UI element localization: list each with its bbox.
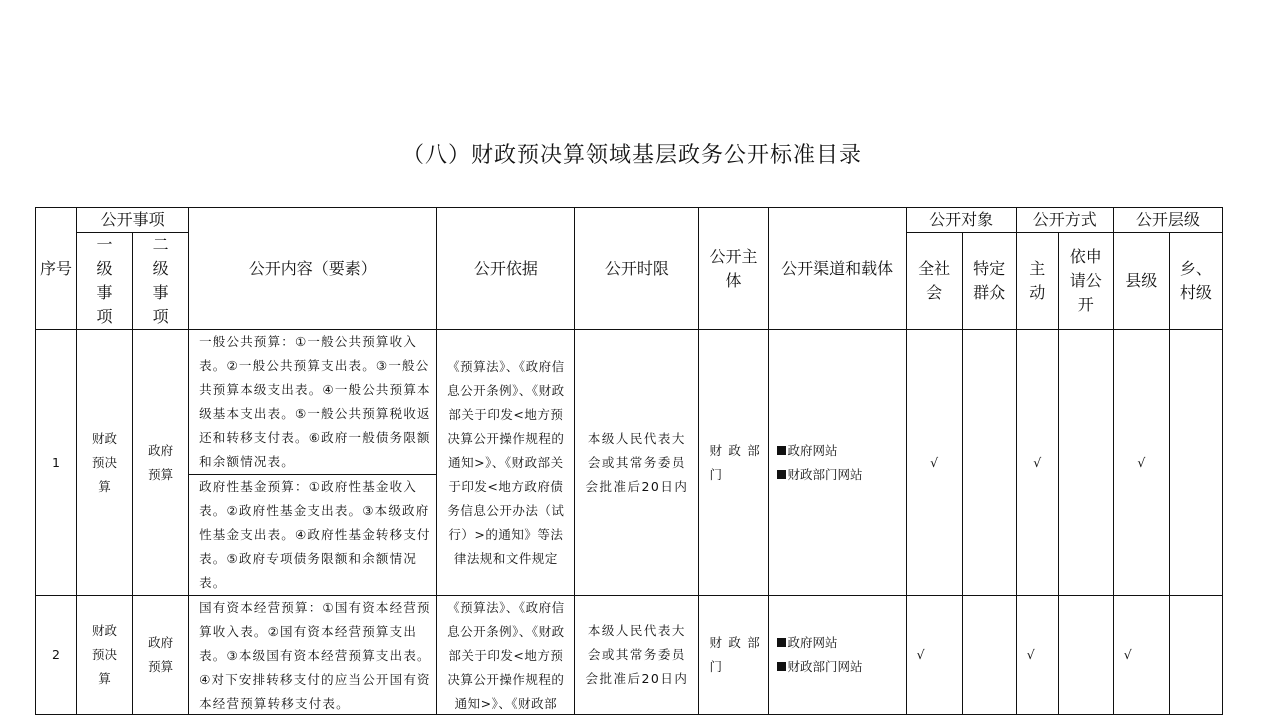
header-level-county: 县级 [1113, 233, 1169, 330]
row-level-town [1169, 330, 1222, 596]
bullet-square-icon [777, 638, 786, 647]
header-target-all: 全社会 [906, 233, 962, 330]
standard-catalog-table [35, 207, 1223, 715]
header-channel: 公开渠道和载体 [768, 208, 906, 330]
header-target-specific: 特定群众 [962, 233, 1016, 330]
bullet-square-icon [777, 446, 786, 455]
basis-text: 《预算法》、《政府信息公开条例》、《财政部关于印发<地方预决算公开操作规程的通知>》、《财政部 [447, 600, 565, 711]
row-mode-active: √ [1016, 596, 1058, 715]
header-level2: 二级事项 [133, 233, 189, 330]
channel-item [777, 655, 906, 679]
header-basis: 公开依据 [437, 208, 575, 330]
header-mode-active: 主动 [1016, 233, 1058, 330]
channel-label: 财政部门网站 [787, 466, 863, 482]
row-time: 本级人民代表大会或其常务委员会批准后20日内 [575, 330, 699, 596]
row-level-county: √ [1113, 330, 1169, 596]
row-mode-apply [1058, 596, 1113, 715]
row-level1: 财政预决算 [77, 596, 133, 715]
row-level-county: √ [1113, 596, 1169, 715]
channel-item [777, 439, 906, 463]
row-level2: 政府预算 [133, 596, 189, 715]
bullet-square-icon [777, 470, 786, 479]
row-target-all: √ [906, 596, 962, 715]
header-content: 公开内容（要素） [189, 208, 437, 330]
row-content-fund-budget: 政府性基金预算：①政府性基金收入表。②政府性基金支出表。③本级政府性基金支出表。④政府性基金转移支付表。⑤政府专项债务限额和余额情况表。 [189, 475, 437, 596]
header-level-town: 乡、村级 [1169, 233, 1222, 330]
row-content-general-budget: 一般公共预算：①一般公共预算收入表。②一般公共预算支出表。③一般公共预算本级支出表。④一般公共预算本级基本支出表。⑤一般公共预算税收返还和转移支付表。⑥政府一般债务限额和余额情况表。 [189, 330, 437, 475]
row-target-specific [962, 596, 1016, 715]
row-seq: 1 [36, 330, 77, 596]
row-channel [768, 330, 906, 596]
header-time: 公开时限 [575, 208, 699, 330]
channel-label: 政府网站 [787, 442, 838, 458]
header-seq: 序号 [36, 208, 77, 330]
row-target-all: √ [906, 330, 962, 596]
channel-label: 政府网站 [787, 635, 838, 650]
header-level1: 一级事项 [77, 233, 133, 330]
header-mode: 公开方式 [1016, 208, 1113, 233]
header-subject: 公开主体 [699, 208, 768, 330]
header-target: 公开对象 [906, 208, 1016, 233]
row-seq: 2 [36, 596, 77, 715]
channel-label: 财政部门网站 [787, 659, 863, 674]
row-time: 本级人民代表大会或其常务委员会批准后20日内 [575, 596, 699, 715]
row-channel [768, 596, 906, 715]
table-row [36, 596, 1223, 715]
row-level-town [1169, 596, 1222, 715]
content-text: 国有资本经营预算：①国有资本经营预算收入表。②国有资本经营预算支出表。③本级国有资本经营预算支出表。④对下安排转移支付的应当公开国有资本经营预算转移支付表。 [199, 600, 431, 711]
header-level: 公开层级 [1113, 208, 1222, 233]
table-row [36, 330, 1223, 475]
row-mode-apply [1058, 330, 1113, 596]
row-target-specific [962, 330, 1016, 596]
header-mode-apply: 依申请公开 [1058, 233, 1113, 330]
header-matters: 公开事项 [77, 208, 189, 233]
page-title: （八）财政预决算领域基层政务公开标准目录 [401, 143, 862, 168]
channel-item [777, 463, 906, 487]
row-subject: 财 政 部 门 [699, 596, 768, 715]
row-subject: 财 政 部 门 [699, 330, 768, 596]
row-basis [437, 596, 575, 715]
row-mode-active: √ [1016, 330, 1058, 596]
row-basis: 《预算法》、《政府信息公开条例》、《财政部关于印发<地方预决算公开操作规程的通知>》、《财政部关于印发<地方政府债务信息公开办法（试行）>的通知》等法律法规和文件规定 [437, 330, 575, 596]
row-level1: 财政预决算 [77, 330, 133, 596]
bullet-square-icon [777, 662, 786, 671]
header-row-1 [36, 208, 1223, 233]
row-content-state-capital-budget [189, 596, 437, 715]
row-level2: 政府预算 [133, 330, 189, 596]
channel-item [777, 631, 906, 655]
